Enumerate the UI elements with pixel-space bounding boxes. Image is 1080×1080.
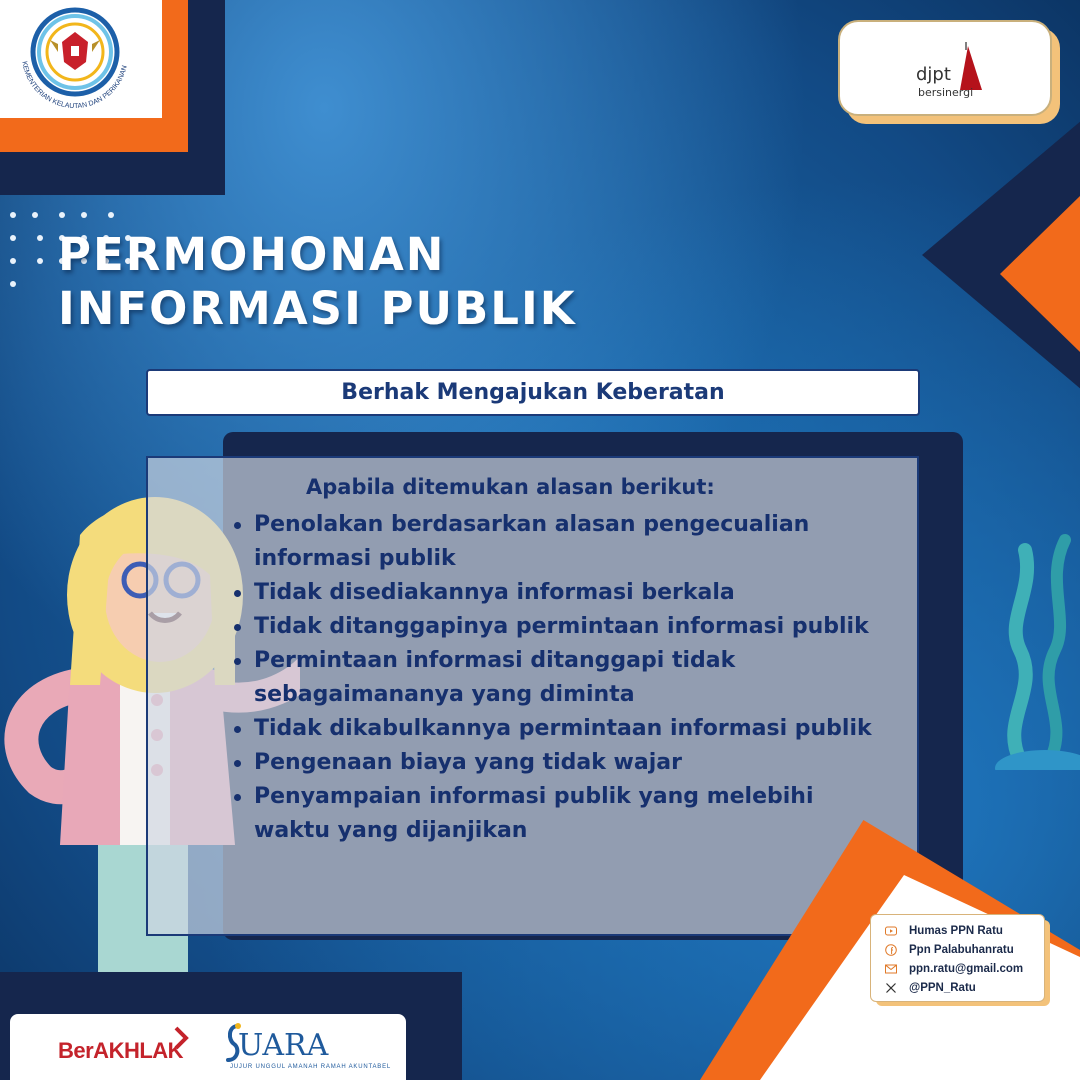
email-icon <box>885 963 897 975</box>
orange-triangle-right <box>1000 194 1080 354</box>
title-line-1: PERMOHONAN <box>58 228 446 281</box>
contact-box <box>870 914 1045 1002</box>
list-item: Penolakan berdasarkan alasan pengecualian informasi publik <box>232 508 872 576</box>
djpt-logo <box>840 22 1054 118</box>
facebook-icon <box>885 944 897 956</box>
contact-youtube-text: Humas PPN Ratu <box>909 924 1003 937</box>
list-item: Penyampaian informasi publik yang melebihi waktu yang dijanjikan <box>232 780 872 848</box>
kkp-logo <box>0 0 162 118</box>
list-item: Tidak dikabulkannya permintaan informasi publik <box>232 712 872 746</box>
reasons-lead: Apabila ditemukan alasan berikut: <box>306 475 715 499</box>
list-item: Tidak ditanggapinya permintaan informasi publik <box>232 610 872 644</box>
berakhlak-logo: BerAKHLAK <box>58 1038 184 1063</box>
kkp-logo-box <box>0 0 162 118</box>
page-title <box>58 228 577 336</box>
djpt-name: djpt <box>916 64 951 85</box>
list-item: Permintaan informasi ditanggapi tidak sebagaimananya yang diminta <box>232 644 872 712</box>
subtitle-banner <box>146 369 920 416</box>
youtube-icon <box>885 925 897 937</box>
seaweed-illustration <box>990 520 1080 770</box>
suara-logo: UARA <box>238 1028 329 1063</box>
djpt-logo-card <box>838 20 1052 116</box>
contact-x[interactable] <box>885 978 1044 997</box>
contact-facebook[interactable] <box>885 940 1044 959</box>
contact-email[interactable] <box>885 959 1044 978</box>
title-line-2: INFORMASI PUBLIK <box>58 282 577 335</box>
kkp-logo-text: KEMENTERIAN KELAUTAN DAN PERIKANAN <box>20 60 129 111</box>
contact-email-text: ppn.ratu@gmail.com <box>909 962 1024 975</box>
contact-x-text: @PPN_Ratu <box>909 981 976 994</box>
contact-facebook-text: Ppn Palabuhanratu <box>909 943 1014 956</box>
djpt-tagline: bersinergi <box>918 86 974 99</box>
x-icon <box>885 982 897 994</box>
reasons-list <box>232 508 872 848</box>
list-item: Tidak disediakannya informasi berkala <box>232 576 872 610</box>
berakhlak-chevron-icon <box>172 1026 192 1050</box>
reasons-content <box>232 470 872 848</box>
list-item: Pengenaan biaya yang tidak wajar <box>232 746 872 780</box>
subtitle-text: Berhak Mengajukan Keberatan <box>341 380 725 405</box>
contact-youtube[interactable] <box>885 921 1044 940</box>
suara-tagline: JUJUR UNGGUL AMANAH RAMAH AKUNTABEL <box>230 1064 392 1070</box>
